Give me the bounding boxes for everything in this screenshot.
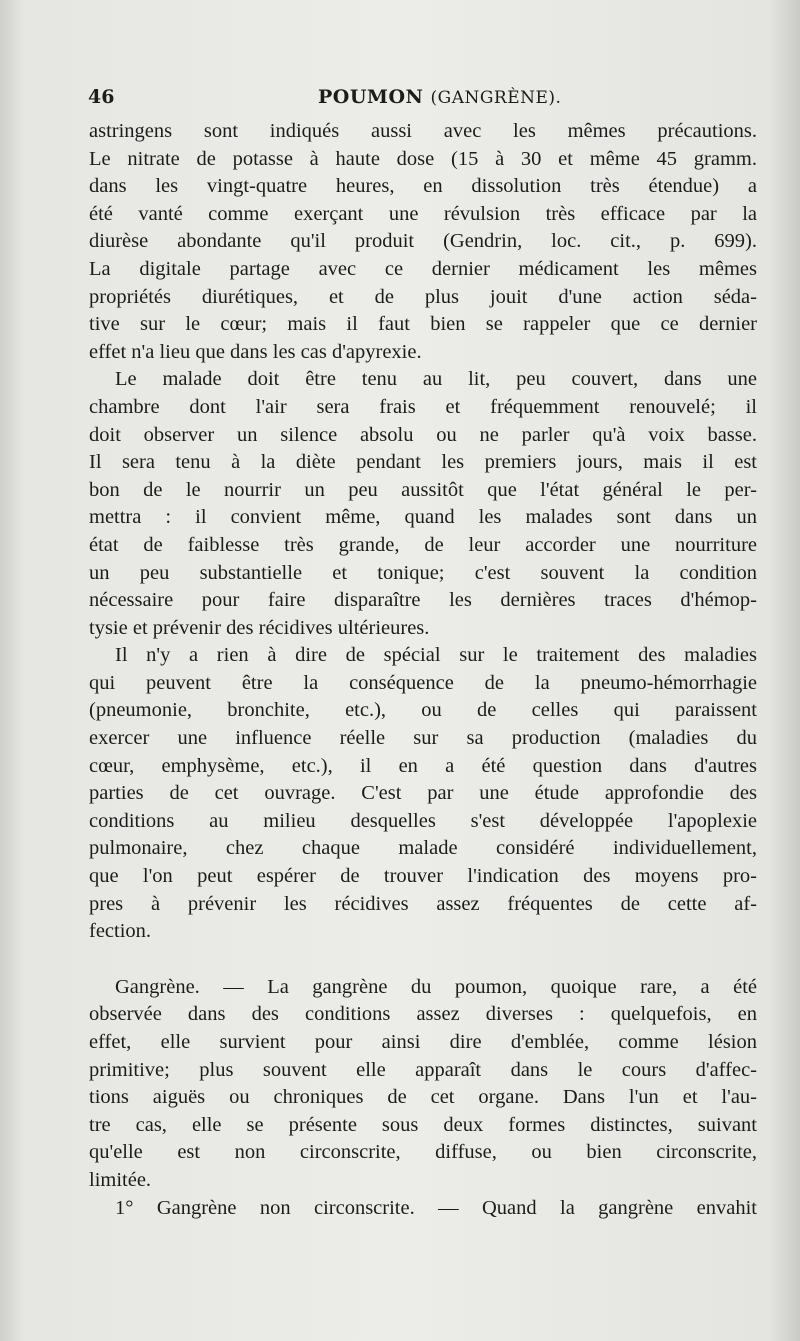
- running-title-sub: (GANGRÈNE).: [430, 88, 562, 108]
- text-line: tysie et prévenir des récidives ultérieures.: [89, 616, 430, 639]
- text-line: primitive; plus souvent elle apparaît dans le cours d'affec-: [89, 1058, 757, 1081]
- text-line: pulmonaire, chez chaque malade considéré individuellement,: [89, 837, 757, 860]
- text-line: bon de le nourrir un peu aussitôt que l'état général le per-: [89, 478, 757, 501]
- text-line: Gangrène. — La gangrène du poumon, quoique rare, a été: [115, 975, 757, 998]
- text-line: propriétés diurétiques, et de plus jouit d'une action séda-: [89, 285, 757, 308]
- text-line: (pneumonie, bronchite, etc.), ou de celles qui paraissent: [89, 699, 757, 722]
- text-line: un peu substantielle et tonique; c'est souvent la condition: [89, 561, 757, 584]
- text-line: état de faiblesse très grande, de leur accorder une nourriture: [89, 533, 757, 556]
- text-line: effet, elle survient pour ainsi dire d'emblée, comme lésion: [89, 1031, 757, 1053]
- text-line: dans les vingt-quatre heures, en dissolution très étendue) a: [89, 175, 757, 198]
- text-line: diurèse abondante qu'il produit (Gendrin, loc. cit., p. 699).: [89, 230, 757, 253]
- section-gap: [89, 946, 757, 974]
- text-line: parties de cet ouvrage. C'est par une étude approfondie des: [89, 782, 757, 805]
- text-line: observée dans des conditions assez diverses : quelquefois, en: [89, 1003, 757, 1026]
- paragraph-3: [89, 642, 757, 946]
- text-line: que l'on peut espérer de trouver l'indication des moyens pro-: [89, 865, 757, 888]
- text-line: Il sera tenu à la diète pendant les premiers jours, mais il est: [89, 451, 757, 474]
- text-line: tive sur le cœur; mais il faut bien se rappeler que ce dernier: [89, 313, 757, 336]
- running-title: [318, 86, 561, 108]
- text-line: doit observer un silence absolu ou ne parler qu'à voix basse.: [89, 423, 757, 446]
- text-line: Le nitrate de potasse à haute dose (15 à 30 et même 45 gramm.: [89, 147, 757, 170]
- text-line: qu'elle est non circonscrite, diffuse, ou bien circonscrite,: [89, 1141, 757, 1164]
- page-number: 46: [88, 86, 115, 108]
- text-line: qui peuvent être la conséquence de la pneumo-hémorrhagie: [89, 671, 757, 694]
- text-line: nécessaire pour faire disparaître les dernières traces d'hémop-: [89, 589, 757, 612]
- text-line: conditions au milieu desquelles s'est développée l'apoplexie: [89, 809, 757, 832]
- running-header: [88, 86, 756, 114]
- running-title-main: POUMON: [318, 86, 424, 108]
- text-line: astringens sont indiqués aussi avec les mêmes précautions.: [89, 120, 757, 142]
- text-line: fection.: [89, 920, 152, 943]
- text-line: 1° Gangrène non circonscrite. — Quand la gangrène envahit: [115, 1196, 757, 1219]
- text-line: tre cas, elle se présente sous deux formes distinctes, suivant: [89, 1113, 757, 1136]
- text-line: pres à prévenir les récidives assez fréquentes de cette af-: [89, 892, 757, 915]
- text-line: tions aiguës ou chroniques de cet organe. Dans l'un et l'au-: [89, 1086, 757, 1109]
- text-line: mettra : il convient même, quand les malades sont dans un: [89, 506, 757, 529]
- body-text: [89, 118, 757, 1222]
- text-line: chambre dont l'air sera frais et fréquemment renouvelé; il: [89, 395, 757, 418]
- text-line: été vanté comme exerçant une révulsion très efficace par la: [89, 202, 757, 225]
- paragraph-1: [89, 118, 757, 366]
- paragraph-2: [89, 366, 757, 642]
- text-line: Le malade doit être tenu au lit, peu couvert, dans une: [115, 368, 757, 391]
- text-line: limitée.: [89, 1168, 152, 1191]
- text-line: effet n'a lieu que dans les cas d'apyrexie.: [89, 340, 422, 363]
- paragraph-subsection: [89, 1195, 757, 1223]
- paragraph-gangrene: [89, 974, 757, 1195]
- text-line: La digitale partage avec ce dernier médicament les mêmes: [89, 257, 757, 280]
- text-line: Il n'y a rien à dire de spécial sur le traitement des maladies: [115, 644, 757, 667]
- text-line: cœur, emphysème, etc.), il en a été question dans d'autres: [89, 754, 757, 777]
- text-line: exercer une influence réelle sur sa production (maladies du: [89, 727, 757, 750]
